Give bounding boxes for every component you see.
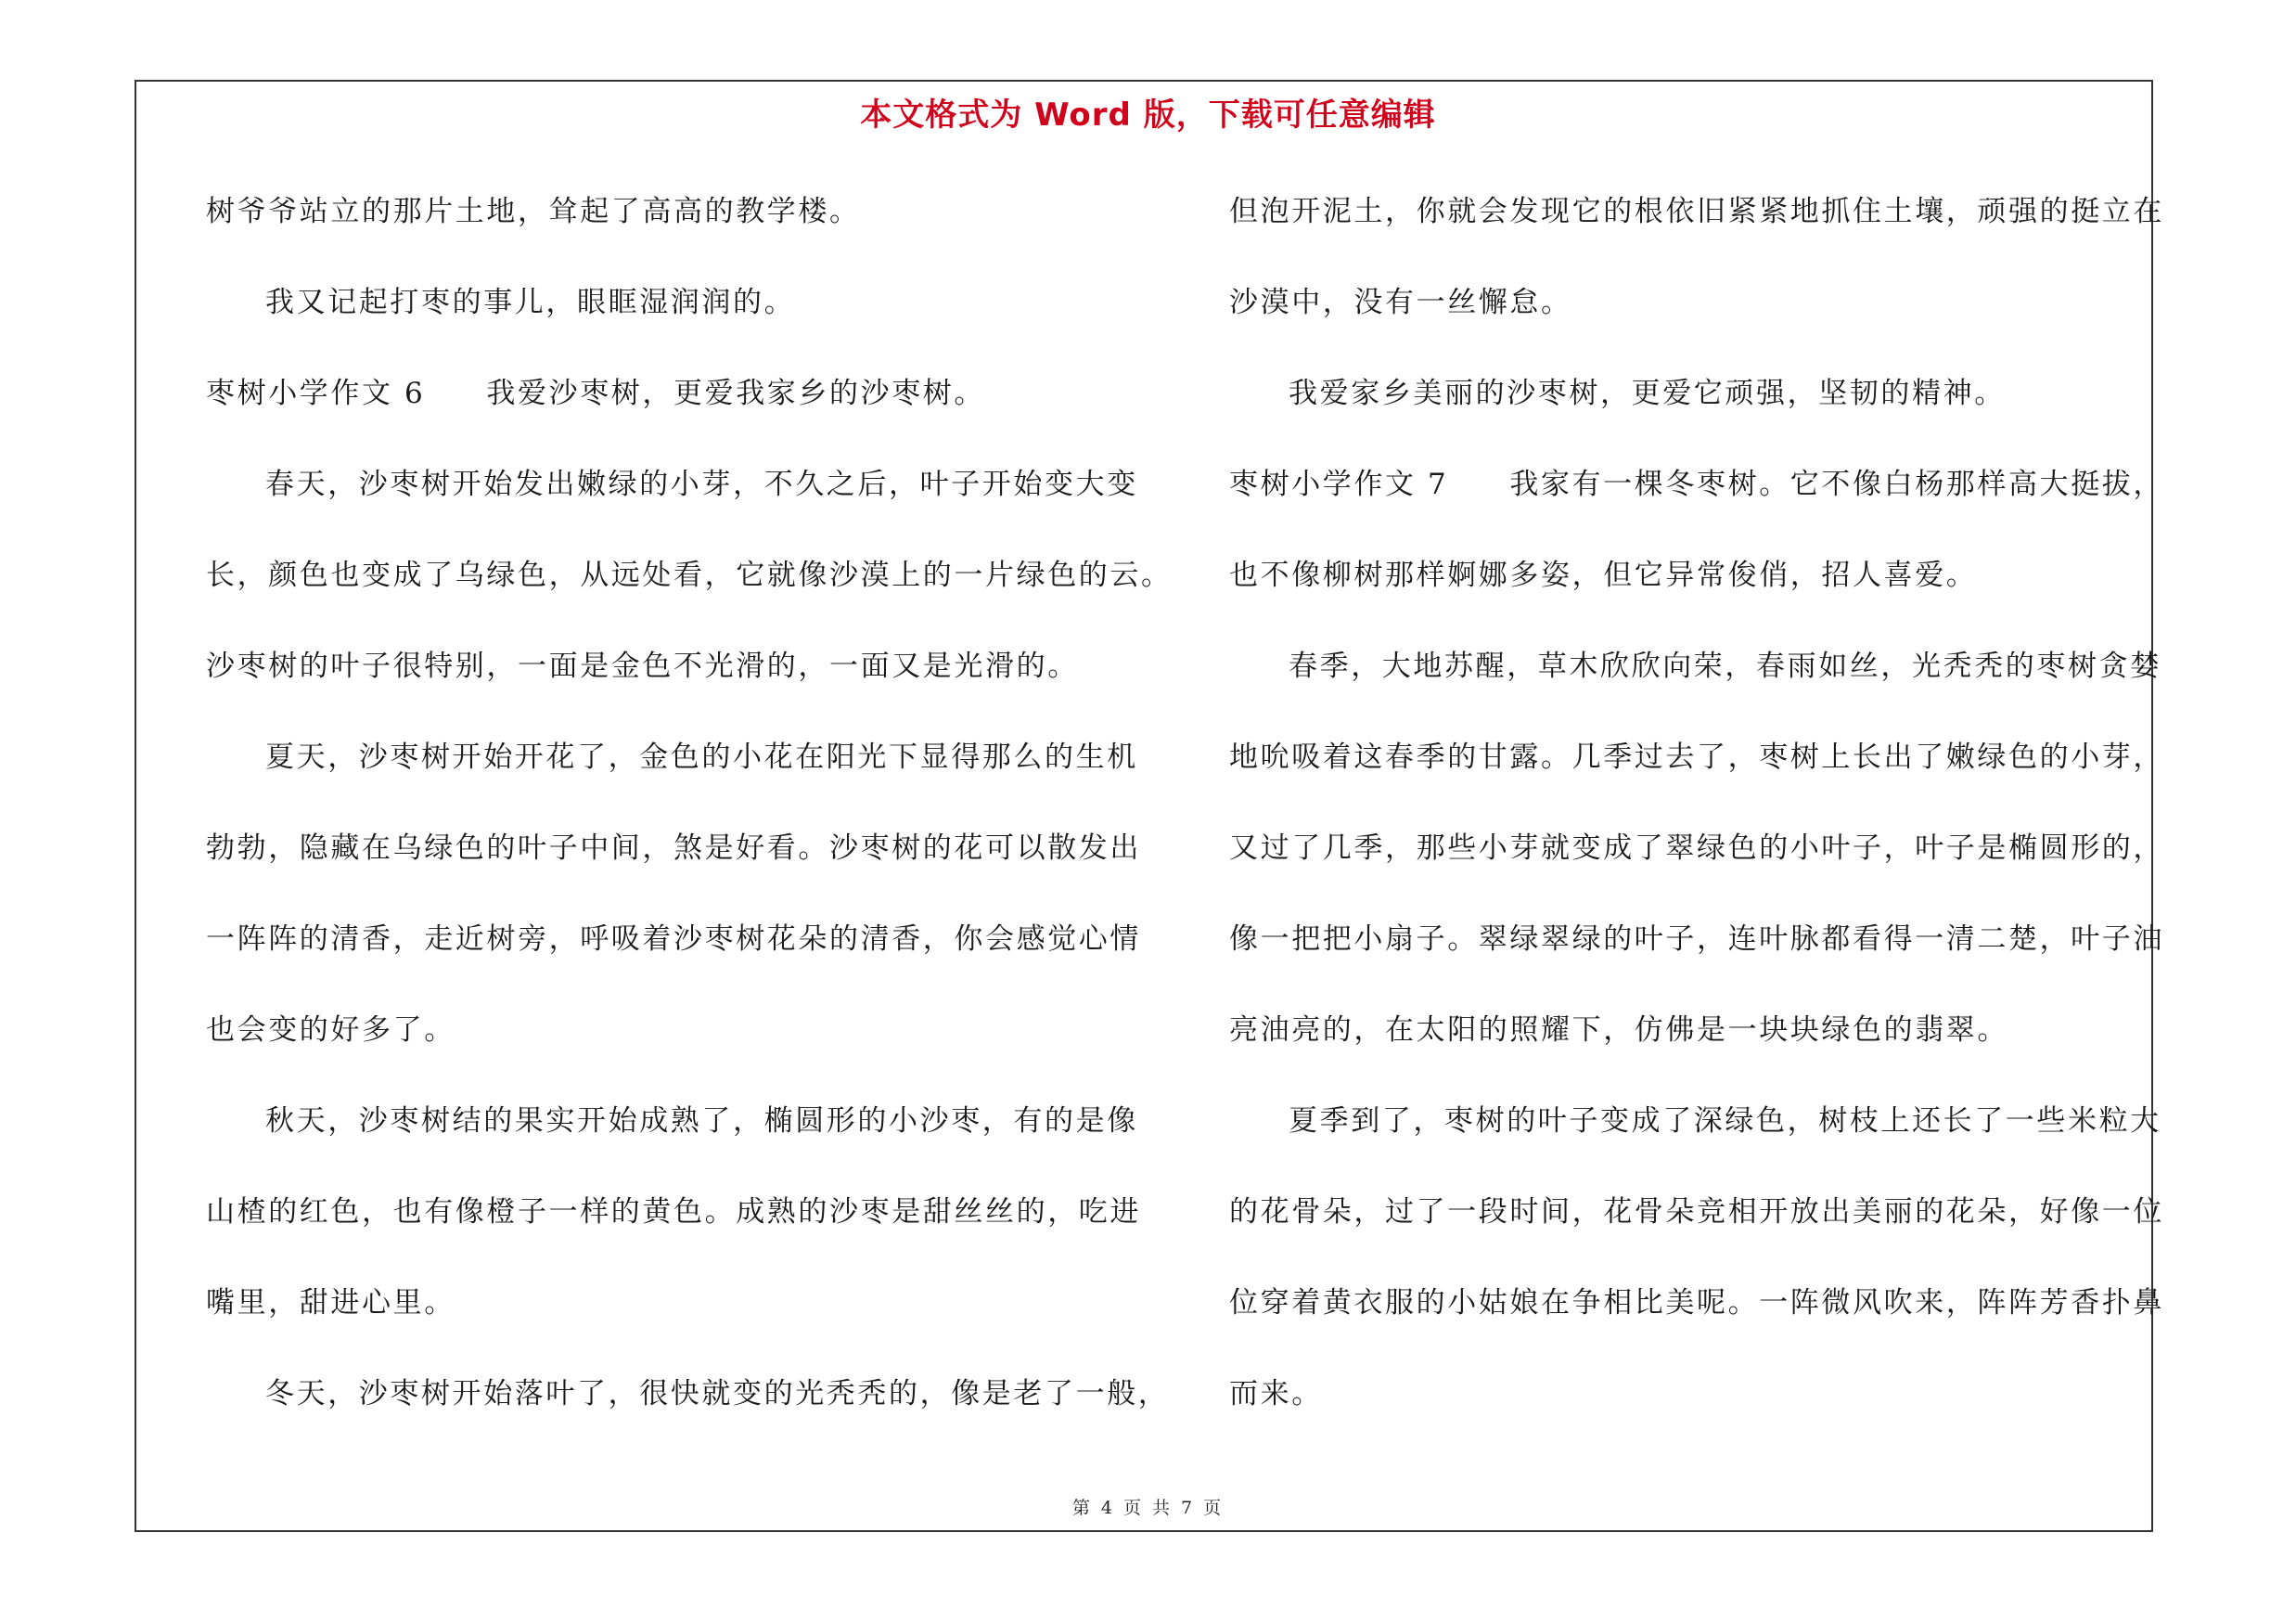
paragraph-line: 冬天，沙枣树开始落叶了，很快就变的光秃秃的，像是老了一般， <box>265 1377 1170 1410</box>
paragraph-line: 嘴里，甜进心里。 <box>206 1286 455 1320</box>
paragraph-line: 又过了几季，那些小芽就变成了翠绿色的小叶子，叶子是椭圆形的， <box>1229 831 2164 865</box>
header-banner: 本文格式为 Word 版，下载可任意编辑 <box>860 97 1436 134</box>
paragraph-line: 也不像柳树那样婀娜多姿，但它异常俊俏，招人喜爱。 <box>1229 559 1978 592</box>
paragraph-line: 而来。 <box>1229 1377 1323 1410</box>
paragraph-line: 春季，大地苏醒，草木欣欣向荣，春雨如丝，光秃秃的枣树贪婪 <box>1289 650 2161 683</box>
paragraph-line: 我又记起打枣的事儿，眼眶湿润润的。 <box>265 286 796 319</box>
section-heading-line <box>206 375 985 412</box>
paragraph-line: 位穿着黄衣服的小姑娘在争相比美呢。一阵微风吹来，阵阵芳香扑鼻 <box>1229 1286 2164 1320</box>
paragraph-line: 像一把把小扇子。翠绿翠绿的叶子，连叶脉都看得一清二楚，叶子油 <box>1229 922 2164 956</box>
section-title: 枣树小学作文 6 <box>206 377 426 410</box>
section-intro: 我家有一棵冬枣树。它不像白杨那样高大挺拔， <box>1509 468 2164 501</box>
paragraph-line: 长，颜色也变成了乌绿色，从远处看，它就像沙漠上的一片绿色的云。 <box>206 559 1173 592</box>
paragraph-line: 亮油亮的，在太阳的照耀下，仿佛是一块块绿色的翡翠。 <box>1229 1013 2008 1047</box>
paragraph-line: 山楂的红色，也有像橙子一样的黄色。成熟的沙枣是甜丝丝的，吃进 <box>206 1195 1141 1229</box>
paragraph-line: 夏天，沙枣树开始开花了，金色的小花在阳光下显得那么的生机 <box>265 741 1138 774</box>
paragraph-line: 沙枣树的叶子很特别，一面是金色不光滑的，一面又是光滑的。 <box>206 650 1079 683</box>
paragraph-line: 一阵阵的清香，走近树旁，呼吸着沙枣树花朵的清香，你会感觉心情 <box>206 922 1141 956</box>
section-title: 枣树小学作文 7 <box>1229 468 1449 501</box>
paragraph-line: 夏季到了，枣树的叶子变成了深绿色，树枝上还长了一些米粒大 <box>1289 1104 2161 1138</box>
paragraph-line: 秋天，沙枣树结的果实开始成熟了，椭圆形的小沙枣，有的是像 <box>265 1104 1138 1138</box>
paragraph-line: 树爷爷站立的那片土地，耸起了高高的教学楼。 <box>206 195 861 228</box>
paragraph-line: 我爱家乡美丽的沙枣树，更爱它顽强，坚韧的精神。 <box>1289 377 2006 410</box>
paragraph-line: 春天，沙枣树开始发出嫩绿的小芽，不久之后，叶子开始变大变 <box>265 468 1138 501</box>
page-number: 第 4 页 共 7 页 <box>1071 1498 1225 1518</box>
section-intro: 我爱沙枣树，更爱我家乡的沙枣树。 <box>486 377 985 410</box>
paragraph-line: 地吮吸着这春季的甘露。几季过去了，枣树上长出了嫩绿色的小芽， <box>1229 741 2164 774</box>
paragraph-line: 的花骨朵，过了一段时间，花骨朵竞相开放出美丽的花朵，好像一位 <box>1229 1195 2164 1229</box>
paragraph-line: 沙漠中，没有一丝懈怠。 <box>1229 286 1572 319</box>
paragraph-line: 勃勃，隐藏在乌绿色的叶子中间，煞是好看。沙枣树的花可以散发出 <box>206 831 1141 865</box>
section-heading-line <box>1229 466 2164 503</box>
paragraph-line: 也会变的好多了。 <box>206 1013 455 1047</box>
paragraph-line: 但泡开泥土，你就会发现它的根依旧紧紧地抓住土壤，顽强的挺立在 <box>1229 195 2164 228</box>
